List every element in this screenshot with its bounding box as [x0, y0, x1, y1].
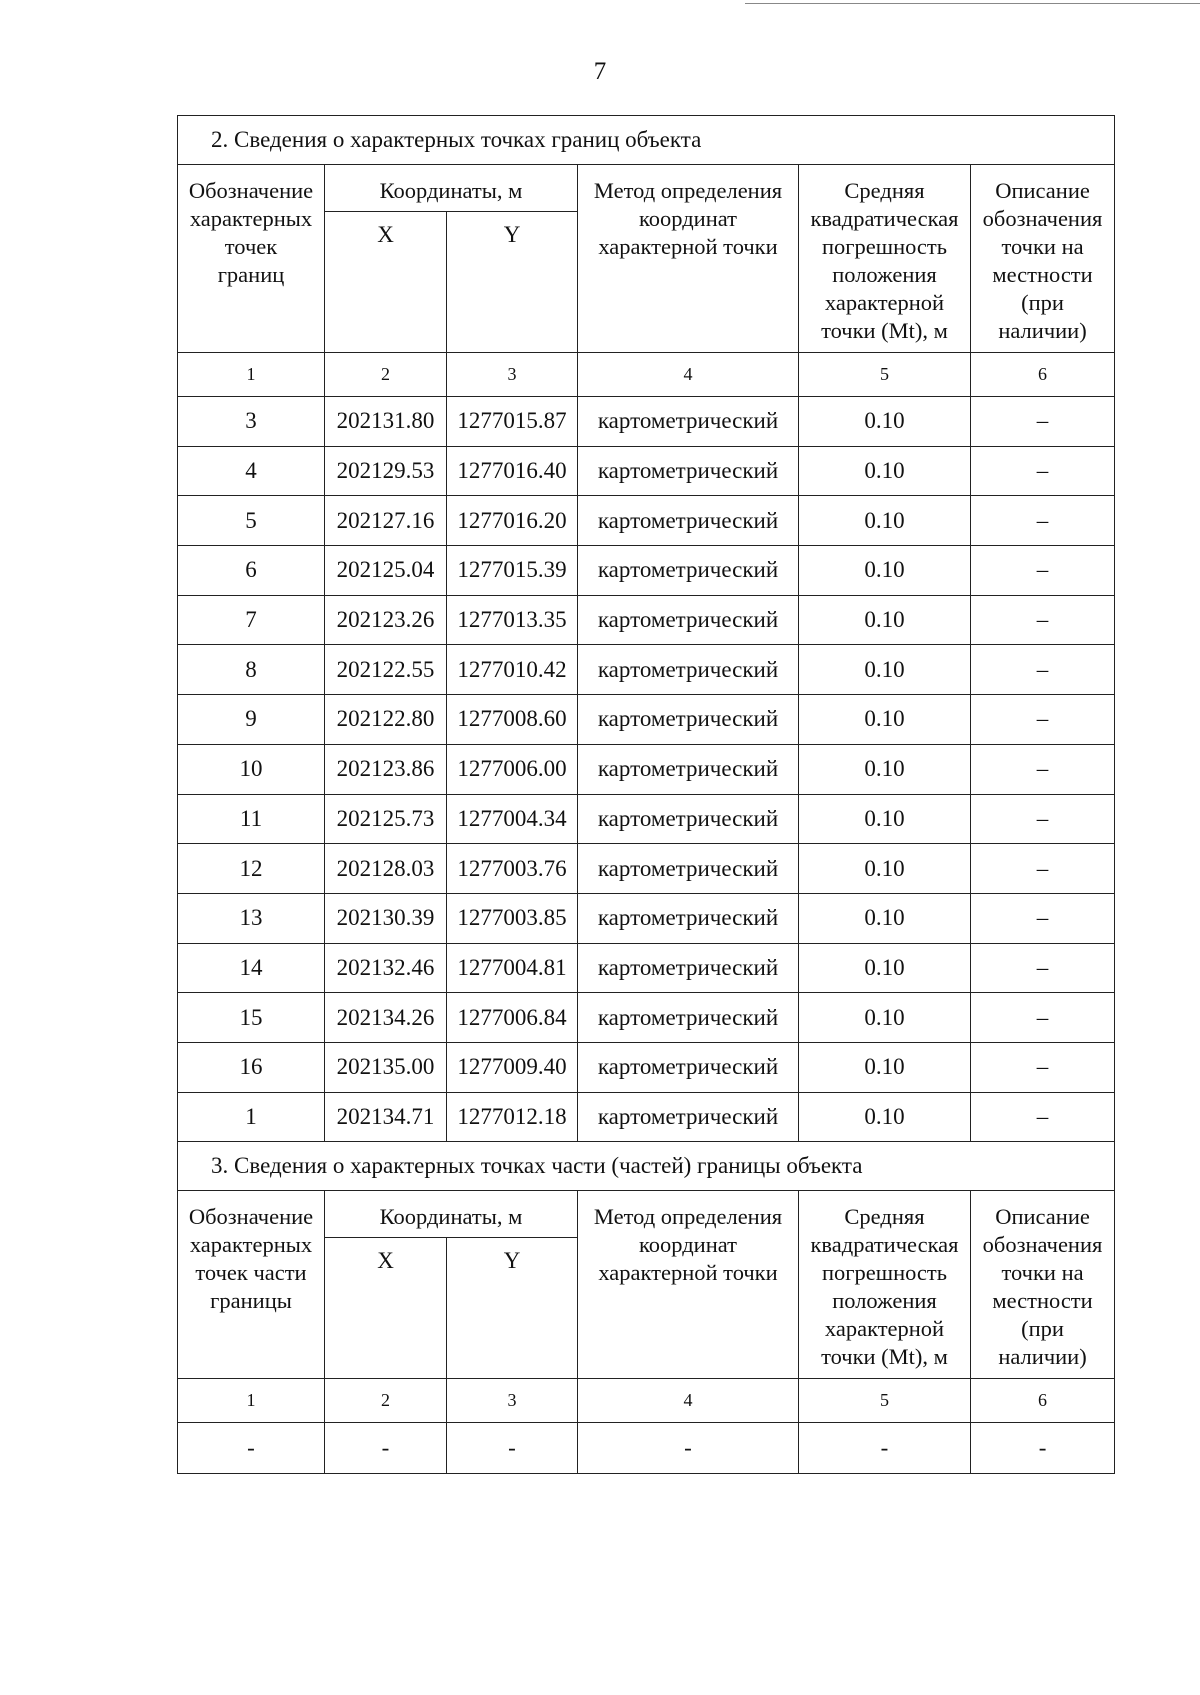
cell-mt: 0.10: [799, 546, 971, 596]
cell-desc: –: [971, 744, 1115, 794]
table-row: [178, 645, 1115, 695]
section3-header-designation: [178, 1191, 325, 1379]
section2-header-description-line: (при: [1021, 290, 1064, 315]
cell-desc: –: [971, 893, 1115, 943]
cell-x: 202127.16: [325, 496, 447, 546]
cell-mt: 0.10: [799, 397, 971, 447]
cell-method: картометрический: [578, 844, 799, 894]
section3-title: 3. Сведения о характерных точках части (частей) границы объекта: [178, 1142, 1115, 1191]
section2-header-x: X: [325, 212, 447, 353]
table-row: [178, 446, 1115, 496]
cell-method: картометрический: [578, 1092, 799, 1142]
cell-y: 1277006.00: [447, 744, 578, 794]
section3-header-description-line: (при: [1021, 1316, 1064, 1342]
cell-y: 1277008.60: [447, 695, 578, 745]
section2-header-description: [971, 165, 1115, 353]
cell-desc: –: [971, 546, 1115, 596]
section3-column-number: 4: [578, 1379, 799, 1423]
cell-point: 10: [178, 744, 325, 794]
cell-point: 16: [178, 1042, 325, 1092]
section3-header-description-line: обозначения: [982, 1232, 1103, 1258]
cell-mt: 0.10: [799, 1042, 971, 1092]
cell-method: картометрический: [578, 496, 799, 546]
table-row: [178, 794, 1115, 844]
section2-header-error-line: квадратическая: [810, 206, 959, 231]
cell-y: 1277009.40: [447, 1042, 578, 1092]
section3-header-method-line: координат: [638, 1232, 737, 1258]
cell-y: 1277003.85: [447, 893, 578, 943]
section2-column-number: 1: [178, 353, 325, 397]
section2-header-description-line: точки на: [1001, 234, 1084, 259]
section2-column-number: 6: [971, 353, 1115, 397]
cell-method: картометрический: [578, 397, 799, 447]
section3-header-error-line: Средняя: [844, 1204, 925, 1230]
cell-desc: –: [971, 695, 1115, 745]
coordinates-table: [177, 115, 1115, 1474]
cell-point: 8: [178, 645, 325, 695]
cell-desc: –: [971, 1042, 1115, 1092]
section3-header-designation-line: характерных: [189, 1232, 313, 1258]
cell-y: 1277013.35: [447, 595, 578, 645]
cell-x: 202122.55: [325, 645, 447, 695]
cell-y: 1277015.87: [447, 397, 578, 447]
cell-point: 15: [178, 993, 325, 1043]
section2-header-error-line: Средняя: [844, 178, 925, 203]
table-row: [178, 893, 1115, 943]
cell-mt: 0.10: [799, 844, 971, 894]
cell-x: -: [325, 1423, 447, 1474]
section3-column-number: 6: [971, 1379, 1115, 1423]
section2-header-error-line: положения: [832, 262, 937, 287]
cell-x: 202132.46: [325, 943, 447, 993]
cell-desc: –: [971, 993, 1115, 1043]
cell-desc: -: [971, 1423, 1115, 1474]
cell-mt: 0.10: [799, 794, 971, 844]
cell-point: 6: [178, 546, 325, 596]
cell-point: 7: [178, 595, 325, 645]
cell-mt: 0.10: [799, 645, 971, 695]
section3-header-error-line: квадратическая: [810, 1232, 959, 1258]
cell-mt: 0.10: [799, 446, 971, 496]
section2-header-method: [578, 165, 799, 353]
section3-header-method-line: характерной точки: [598, 1260, 778, 1286]
cell-method: картометрический: [578, 744, 799, 794]
section3-header-designation-line: точек части: [195, 1260, 307, 1286]
cell-mt: 0.10: [799, 744, 971, 794]
page-number: 7: [593, 58, 607, 85]
cell-method: картометрический: [578, 993, 799, 1043]
cell-mt: 0.10: [799, 993, 971, 1043]
cell-desc: –: [971, 496, 1115, 546]
section2-header-method-line: Метод определения: [593, 178, 783, 203]
cell-desc: –: [971, 595, 1115, 645]
section3-header-method-line: Метод определения: [593, 1204, 783, 1230]
cell-y: 1277003.76: [447, 844, 578, 894]
cell-mt: 0.10: [799, 893, 971, 943]
table-row: [178, 546, 1115, 596]
cell-mt: 0.10: [799, 943, 971, 993]
table-row: [178, 744, 1115, 794]
section2-header-description-line: наличии): [998, 318, 1087, 343]
cell-method: картометрический: [578, 595, 799, 645]
table-row: [178, 595, 1115, 645]
cell-method: картометрический: [578, 446, 799, 496]
cell-point: 14: [178, 943, 325, 993]
cell-point: 13: [178, 893, 325, 943]
cell-y: 1277010.42: [447, 645, 578, 695]
section2-header-coords: Координаты, м: [325, 165, 578, 212]
cell-y: 1277004.81: [447, 943, 578, 993]
cell-point: -: [178, 1423, 325, 1474]
cell-desc: –: [971, 844, 1115, 894]
section2-header-error-line: погрешность: [821, 234, 947, 259]
cell-point: 3: [178, 397, 325, 447]
section3-header-x: X: [325, 1238, 447, 1379]
cell-desc: –: [971, 943, 1115, 993]
cell-mt: 0.10: [799, 1092, 971, 1142]
cell-x: 202129.53: [325, 446, 447, 496]
cell-method: картометрический: [578, 695, 799, 745]
section2-header-designation-line: точек: [224, 234, 278, 259]
section2-header-designation-line: характерных: [189, 206, 313, 231]
section3-column-number: 2: [325, 1379, 447, 1423]
cell-mt: 0.10: [799, 496, 971, 546]
cell-y: 1277004.34: [447, 794, 578, 844]
table-row: [178, 397, 1115, 447]
cell-method: картометрический: [578, 893, 799, 943]
section2-header-description-line: обозначения: [982, 206, 1103, 231]
cell-mt: -: [799, 1423, 971, 1474]
cell-y: 1277016.40: [447, 446, 578, 496]
section2-header-designation-line: Обозначение: [188, 178, 314, 203]
cell-y: 1277006.84: [447, 993, 578, 1043]
section2-header-y: Y: [447, 212, 578, 353]
section2-header-error-line: характерной: [824, 290, 945, 315]
section3-header-description-line: местности: [992, 1288, 1093, 1314]
section2-column-number: 2: [325, 353, 447, 397]
cell-desc: –: [971, 794, 1115, 844]
section3-header-description-line: наличии): [998, 1344, 1087, 1370]
cell-x: 202130.39: [325, 893, 447, 943]
cell-point: 11: [178, 794, 325, 844]
section2-header-error-line: точки (Mt), м: [821, 318, 948, 343]
section2-header-row: [178, 165, 1115, 212]
section3-header-description-line: точки на: [1001, 1260, 1084, 1286]
section3-column-number: 5: [799, 1379, 971, 1423]
section3-header-description: [971, 1191, 1115, 1379]
table-row: [178, 943, 1115, 993]
section3-header-designation-line: Обозначение: [188, 1204, 314, 1230]
section2-header-designation: [178, 165, 325, 353]
cell-point: 12: [178, 844, 325, 894]
section3-column-number: 3: [447, 1379, 578, 1423]
section2-title-row: [178, 116, 1115, 165]
cell-y: -: [447, 1423, 578, 1474]
cell-method: -: [578, 1423, 799, 1474]
section3-header-row: [178, 1191, 1115, 1238]
cell-method: картометрический: [578, 1042, 799, 1092]
section2-header-method-line: характерной точки: [598, 234, 778, 259]
cell-x: 202122.80: [325, 695, 447, 745]
cell-desc: –: [971, 1092, 1115, 1142]
section3-header-error-line: погрешность: [821, 1260, 947, 1286]
cell-mt: 0.10: [799, 595, 971, 645]
section2-column-number: 3: [447, 353, 578, 397]
section3-header-error-line: точки (Mt), м: [821, 1344, 948, 1370]
section2-column-numbers-row: [178, 353, 1115, 397]
cell-x: 202128.03: [325, 844, 447, 894]
cell-point: 4: [178, 446, 325, 496]
section3-header-designation-line: границы: [210, 1288, 292, 1314]
cell-method: картометрический: [578, 645, 799, 695]
section2-column-number: 5: [799, 353, 971, 397]
section2-header-description-line: местности: [992, 262, 1093, 287]
section2-column-number: 4: [578, 353, 799, 397]
table-row: [178, 844, 1115, 894]
table-row: [178, 993, 1115, 1043]
cell-x: 202135.00: [325, 1042, 447, 1092]
cell-x: 202125.73: [325, 794, 447, 844]
cell-mt: 0.10: [799, 695, 971, 745]
table-row: [178, 496, 1115, 546]
section3-title-row: [178, 1142, 1115, 1191]
cell-desc: –: [971, 397, 1115, 447]
cell-x: 202125.04: [325, 546, 447, 596]
section3-column-number: 1: [178, 1379, 325, 1423]
cell-y: 1277016.20: [447, 496, 578, 546]
cell-desc: –: [971, 446, 1115, 496]
scan-edge-line: [745, 3, 1200, 4]
table-row: [178, 1423, 1115, 1474]
cell-y: 1277015.39: [447, 546, 578, 596]
section2-header-method-line: координат: [638, 206, 737, 231]
cell-point: 5: [178, 496, 325, 546]
section2-header-error: [799, 165, 971, 353]
section3-header-error-line: положения: [832, 1288, 937, 1314]
table-row: [178, 695, 1115, 745]
cell-point: 1: [178, 1092, 325, 1142]
table-row: [178, 1042, 1115, 1092]
section2-title: 2. Сведения о характерных точках границ объекта: [178, 116, 1115, 165]
cell-method: картометрический: [578, 546, 799, 596]
cell-x: 202131.80: [325, 397, 447, 447]
section3-header-method: [578, 1191, 799, 1379]
cell-method: картометрический: [578, 943, 799, 993]
section2-header-designation-line: границ: [217, 262, 285, 287]
table-row: [178, 1092, 1115, 1142]
section2-header-description-line: Описание: [995, 178, 1090, 203]
section3-column-numbers-row: [178, 1379, 1115, 1423]
cell-x: 202123.86: [325, 744, 447, 794]
section3-header-error-line: характерной: [824, 1316, 945, 1342]
cell-point: 9: [178, 695, 325, 745]
cell-x: 202134.26: [325, 993, 447, 1043]
section3-header-error: [799, 1191, 971, 1379]
section3-header-coords: Координаты, м: [325, 1191, 578, 1238]
cell-x: 202123.26: [325, 595, 447, 645]
cell-method: картометрический: [578, 794, 799, 844]
cell-y: 1277012.18: [447, 1092, 578, 1142]
cell-desc: –: [971, 645, 1115, 695]
section3-header-description-line: Описание: [995, 1204, 1090, 1230]
section3-header-y: Y: [447, 1238, 578, 1379]
cell-x: 202134.71: [325, 1092, 447, 1142]
